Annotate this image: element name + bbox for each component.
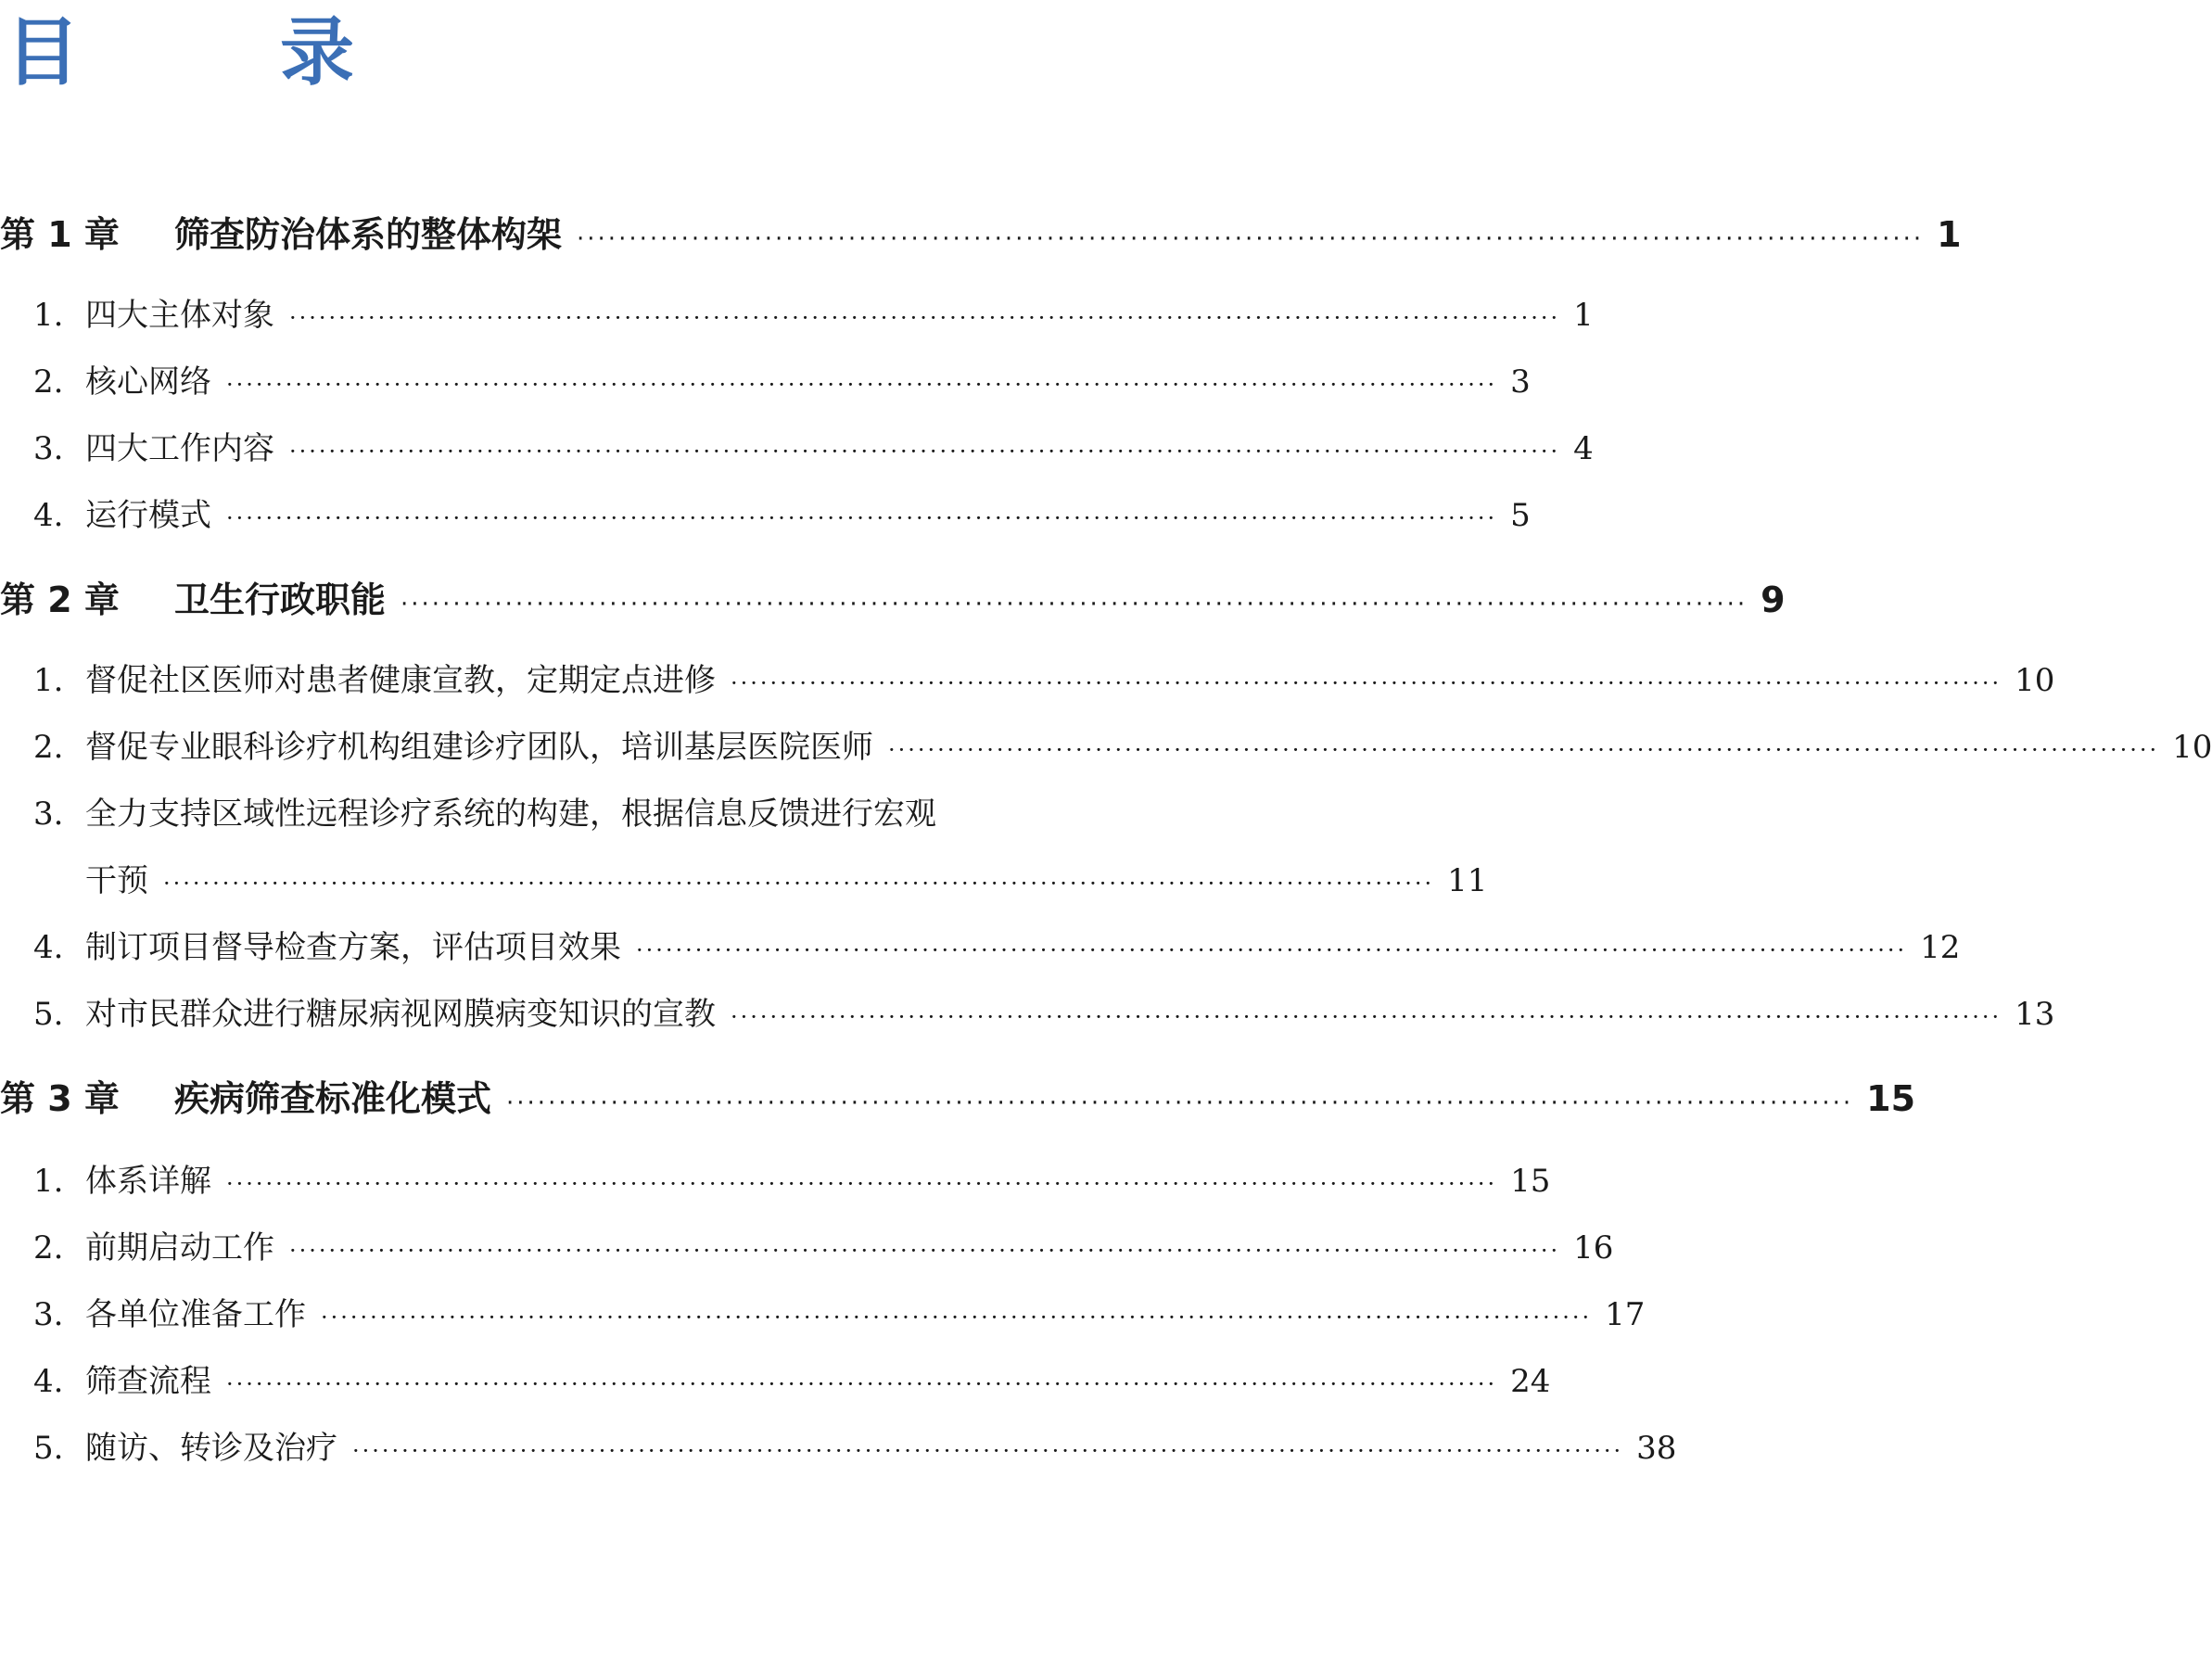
toc-chapter-1[interactable] — [0, 206, 1962, 257]
toc-item[interactable] — [33, 289, 1594, 335]
item-page: 17 — [1605, 1296, 1646, 1333]
item-title: 筛查流程 — [85, 1363, 211, 1400]
dot-leader: ································································································································· — [731, 1004, 2002, 1030]
dot-leader: ································································································································· — [226, 505, 1498, 531]
item-number: 3. — [33, 1296, 64, 1333]
item-number: 3. — [33, 430, 64, 467]
item-title: 运行模式 — [85, 497, 211, 534]
dot-leader: ································································································································· — [888, 737, 2160, 763]
item-page: 5 — [1510, 497, 1531, 534]
item-title: 督促专业眼科诊疗机构组建诊疗团队，培训基层医院医师 — [85, 729, 873, 766]
dot-leader: ································································································································· — [577, 225, 1925, 253]
item-number: 1. — [33, 1163, 64, 1200]
dot-leader: ································································································································· — [289, 439, 1561, 465]
toc-item[interactable] — [33, 1289, 1646, 1334]
dot-leader: ································································································································· — [352, 1438, 1624, 1464]
dot-leader: ································································································································· — [731, 670, 2002, 696]
dot-leader: ································································································································· — [289, 1238, 1561, 1264]
item-page: 15 — [1510, 1163, 1551, 1200]
item-page: 38 — [1636, 1430, 1677, 1467]
dot-leader: ································································································································· — [321, 1305, 1593, 1330]
dot-leader: ································································································································· — [289, 305, 1561, 331]
page-title: 目 录 — [6, 9, 417, 95]
dot-leader: ································································································································· — [163, 871, 1435, 897]
item-title: 核心网络 — [85, 363, 211, 401]
toc-item-continuation[interactable] — [85, 855, 1488, 900]
toc-item[interactable] — [33, 1422, 1677, 1468]
item-title-continuation: 干预 — [85, 862, 148, 899]
chapter-number: 第 2 章 — [0, 579, 120, 620]
item-title: 前期启动工作 — [85, 1229, 274, 1267]
item-page: 13 — [2015, 996, 2055, 1033]
item-number: 4. — [33, 497, 64, 534]
toc-chapter-3[interactable] — [0, 1070, 1916, 1121]
chapter-page: 15 — [1866, 1078, 1916, 1119]
item-title: 随访、转诊及治疗 — [85, 1430, 337, 1467]
item-number: 2. — [33, 1229, 64, 1267]
item-number: 4. — [33, 1363, 64, 1400]
dot-leader: ································································································································· — [226, 1371, 1498, 1397]
item-title: 全力支持区域性远程诊疗系统的构建，根据信息反馈进行宏观 — [85, 796, 936, 833]
toc-item[interactable] — [33, 1155, 1551, 1201]
item-page: 16 — [1573, 1229, 1614, 1267]
toc-item[interactable] — [33, 356, 1531, 401]
dot-leader: ································································································································· — [226, 372, 1498, 398]
chapter-title: 疾病筛查标准化模式 — [174, 1078, 492, 1119]
toc-item[interactable] — [33, 655, 2055, 700]
item-title: 四大工作内容 — [85, 430, 274, 467]
toc-item[interactable] — [33, 423, 1594, 468]
toc-chapter-2[interactable] — [0, 571, 1786, 622]
item-page: 10 — [2015, 662, 2055, 699]
item-page: 1 — [1573, 297, 1594, 334]
item-number: 4. — [33, 929, 64, 966]
chapter-title: 卫生行政职能 — [174, 579, 387, 620]
toc-item[interactable] — [33, 1222, 1614, 1267]
dot-leader: ································································································································· — [400, 591, 1748, 618]
item-number: 1. — [33, 297, 64, 334]
item-page: 11 — [1447, 862, 1488, 899]
item-title: 制订项目督导检查方案，评估项目效果 — [85, 929, 621, 966]
item-title: 对市民群众进行糖尿病视网膜病变知识的宣教 — [85, 996, 716, 1033]
toc-item[interactable] — [33, 1356, 1551, 1401]
toc-item[interactable] — [33, 721, 2212, 767]
item-number: 5. — [33, 1430, 64, 1467]
item-title: 各单位准备工作 — [85, 1296, 306, 1333]
item-page: 3 — [1510, 363, 1531, 401]
item-number: 2. — [33, 363, 64, 401]
item-title: 体系详解 — [85, 1163, 211, 1200]
dot-leader: ································································································································· — [506, 1089, 1854, 1117]
chapter-number: 第 3 章 — [0, 1078, 120, 1119]
item-title: 督促社区医师对患者健康宣教，定期定点进修 — [85, 662, 716, 699]
item-page: 10 — [2172, 729, 2212, 766]
toc-item[interactable] — [33, 988, 2055, 1034]
item-title: 四大主体对象 — [85, 297, 274, 334]
chapter-title: 筛查防治体系的整体构架 — [174, 214, 563, 255]
toc-item[interactable] — [33, 490, 1531, 535]
chapter-number: 第 1 章 — [0, 214, 120, 255]
chapter-page: 9 — [1761, 579, 1786, 620]
item-page: 24 — [1510, 1363, 1551, 1400]
dot-leader: ································································································································· — [226, 1171, 1498, 1197]
item-number: 1. — [33, 662, 64, 699]
toc-item[interactable] — [33, 922, 1961, 967]
item-number: 3. — [33, 796, 64, 833]
dot-leader: ································································································································· — [636, 937, 1908, 963]
toc-item[interactable] — [33, 788, 1183, 834]
item-page: 12 — [1920, 929, 1961, 966]
chapter-page: 1 — [1937, 214, 1962, 255]
item-number: 2. — [33, 729, 64, 766]
item-page: 4 — [1573, 430, 1594, 467]
item-number: 5. — [33, 996, 64, 1033]
